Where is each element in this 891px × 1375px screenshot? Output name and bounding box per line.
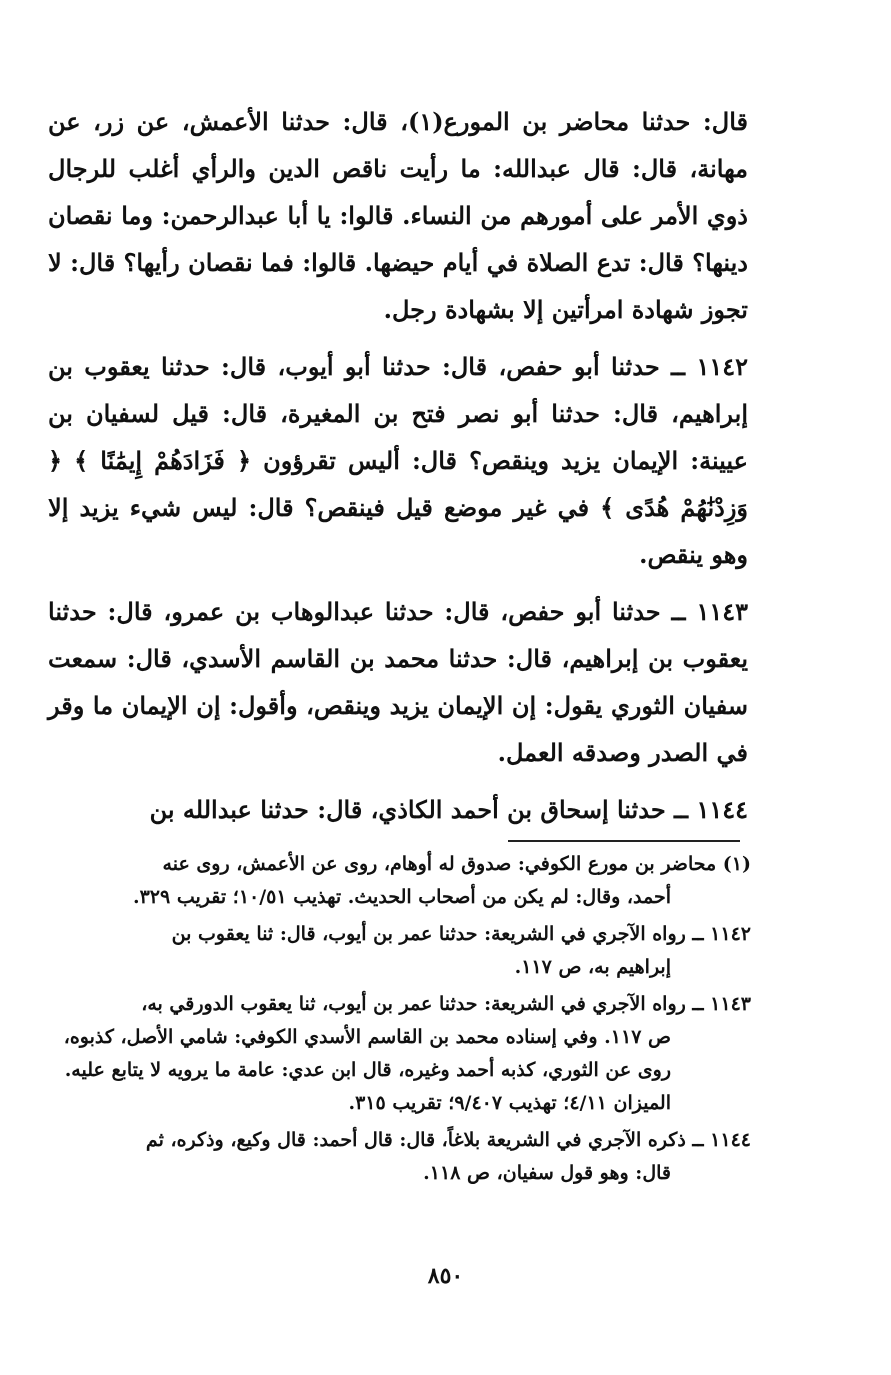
main-text — [48, 98, 748, 843]
footnote-1144-first-line: ١١٤٤ ــ ذكره الآجري في الشريعة بلاغاً، قال: قال أحمد: قال وكيع، وذكره، ثم — [145, 1129, 751, 1151]
page-number: ٨٥٠ — [427, 1263, 464, 1289]
footnote-1 — [46, 848, 751, 914]
footnote-1142 — [46, 918, 751, 984]
footnote-1-first-line: (١) محاضر بن مورع الكوفي: صدوق له أوهام، روى عن الأعمش، روى عنه — [162, 853, 751, 875]
footnote-1144 — [46, 1124, 751, 1190]
footnote-1143 — [46, 988, 751, 1120]
footnote-1-continuation: أحمد، وقال: لم يكن من أصحاب الحديث. تهذيب ١٠/٥١؛ تقريب ٣٢٩. — [132, 886, 671, 908]
footnote-1143-first-line: ١١٤٣ ــ رواه الآجري في الشريعة: حدثنا عمر بن أيوب، ثنا يعقوب الدورقي به، — [141, 993, 751, 1015]
footnote-1142-continuation: إبراهيم به، ص ١١٧. — [514, 956, 671, 978]
footnotes — [46, 848, 751, 1194]
footnote-separator — [508, 840, 740, 842]
footnote-1143-continuation: ص ١١٧. وفي إسناده محمد بن القاسم الأسدي الكوفي: شامي الأصل، كذبوه، روى عن الثوري، كذبه أحمد وغيره، قال ابن عدي: عامة ما يرويه لا يتابع عليه. الميزان ٤/١١؛ تهذيب ٩/٤٠٧؛ تقريب ٣١٥. — [63, 1026, 671, 1114]
footnote-1142-first-line: ١١٤٢ ــ رواه الآجري في الشريعة: حدثنا عمر بن أيوب، قال: ثنا يعقوب بن — [171, 923, 751, 945]
footnote-1144-continuation: قال: وهو قول سفيان، ص ١١٨. — [423, 1162, 671, 1184]
paragraph-1143: ١١٤٣ ــ حدثنا أبو حفص، قال: حدثنا عبدالوهاب بن عمرو، قال: حدثنا يعقوب بن إبراهيم، قال: حدثنا محمد بن القاسم الأسدي، قال: سمعت سفيان الثوري يقول: إن الإيمان يزيد وينقص، وأقول: إن الإيمان ما وقر في الصدر وصدقه العمل. — [48, 597, 749, 767]
paragraph-1144: ١١٤٤ ــ حدثنا إسحاق بن أحمد الكاذي، قال: حدثنا عبدالله بن — [149, 795, 748, 824]
paragraph-intro: قال: حدثنا محاضر بن المورع(١)، قال: حدثنا الأعمش، عن زر، عن مهانة، قال: قال عبدالله: ما رأيت ناقص الدين والرأي أغلب للرجال ذوي الأمر على أمورهم من النساء. قالوا: يا أبا عبدالرحمن: وما نقصان دينها؟ قال: تدع الصلاة في أيام حيضها. قالوا: فما نقصان رأيها؟ قال: لا تجوز شهادة امرأتين إلا بشهادة رجل. — [48, 107, 749, 324]
paragraph-1142: ١١٤٢ ــ حدثنا أبو حفص، قال: حدثنا أبو أيوب، قال: حدثنا يعقوب بن إبراهيم، قال: حدثنا أبو نصر فتح بن المغيرة، قال: قيل لسفيان بن عيينة: الإيمان يزيد وينقص؟ قال: أليس تقرؤون ﴿ فَزَادَهُمْ إِيمَٰنًا ﴾ ﴿ وَزِدْنَٰهُمْ هُدًى ﴾ في غير موضع قيل فينقص؟ قال: ليس شيء يزيد إلا وهو ينقص. — [48, 352, 748, 569]
